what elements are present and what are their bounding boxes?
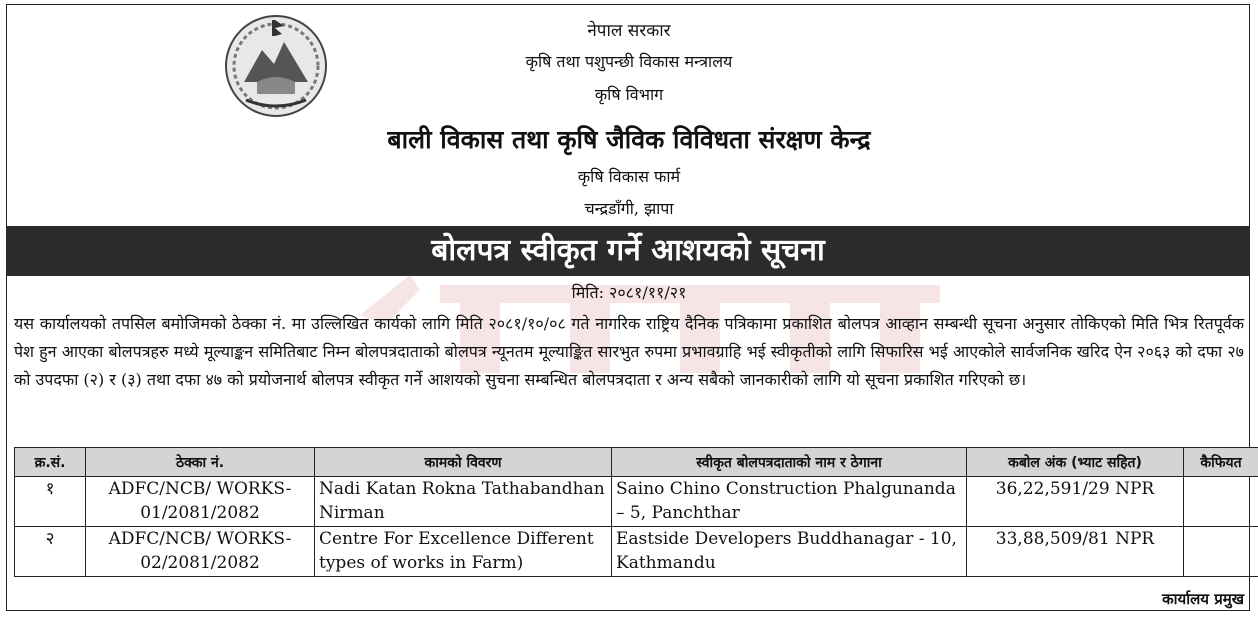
col-contract-no: ठेक्का नं.	[86, 448, 315, 477]
cell-serial: २	[15, 527, 86, 577]
notice-title: बोलपत्र स्वीकृत गर्ने आशयको सूचना	[6, 226, 1250, 276]
header-organization: बाली विकास तथा कृषि जैविक विविधता संरक्षण केन्द्र	[387, 125, 871, 154]
notice-date: मिति: २०८१/११/२१	[571, 283, 687, 302]
cell-serial: १	[15, 477, 86, 527]
header-farm: कृषि विकास फार्म	[577, 167, 681, 186]
cell-description: Centre For Excellence Different types of works in Farm)	[315, 527, 612, 577]
cell-bidder: Saino Chino Construction Phalgunanda – 5, Panchthar	[612, 477, 967, 527]
table-row	[15, 477, 1258, 527]
cell-remarks	[1184, 477, 1258, 527]
bid-table	[14, 447, 1258, 577]
col-description: कामको विवरण	[315, 448, 612, 477]
cell-bidder: Eastside Developers Buddhanagar - 10, Kathmandu	[612, 527, 967, 577]
cell-amount: 33,88,509/81 NPR	[967, 527, 1184, 577]
cell-remarks	[1184, 527, 1258, 577]
cell-description: Nadi Katan Rokna Tathabandhan Nirman	[315, 477, 612, 527]
table-header-row	[15, 448, 1258, 477]
header-department: कृषि विभाग	[594, 85, 664, 104]
header-government: नेपाल सरकार	[587, 21, 671, 41]
col-amount: कबोल अंक (भ्याट सहित)	[967, 448, 1184, 477]
cell-contract-no: ADFC/NCB/ WORKS-02/2081/2082	[86, 527, 315, 577]
notice-body: यस कार्यालयको तपसिल बमोजिमको ठेक्का नं. मा उल्लिखित कार्यको लागि मिति २०८१/१०/०८ गते नागरिक राष्ट्रिय दैनिक पत्रिकामा प्रकाशित बोलपत्र आव्हान सम्बन्धी सूचना अनुसार तोकिएको मिति भित्र रितपूर्वक पेश हुन आएका बोलपत्रहरु मध्ये मूल्याङ्कन समितिबाट निम्न बोलपत्रदाताको बोलपत्र न्यूनतम मूल्याङ्कित सारभुत रुपमा प्रभावग्राहि भई स्वीकृतीको लागि सिफारिस भई आएकोले सार्वजनिक खरिद ऐन २०६३ को दफा २७ को उपदफा (२) र (३) तथा दफा ४७ को प्रयोजनार्थ बोलपत्र स्वीकृत गर्ने आशयको सुचना सम्बन्धित बोलपत्रदाता र अन्य सबैको जानकारीको लागि यो सूचना प्रकाशित गरिएको छ।	[14, 314, 1244, 389]
table-row	[15, 527, 1258, 577]
signatory-title: कार्यालय प्रमुख	[1162, 590, 1244, 608]
cell-amount: 36,22,591/29 NPR	[967, 477, 1184, 527]
header-ministry: कृषि तथा पशुपन्छी विकास मन्त्रालय	[525, 52, 733, 71]
cell-contract-no: ADFC/NCB/ WORKS-01/2081/2082	[86, 477, 315, 527]
header-location: चन्द्रडाँगी, झापा	[584, 199, 674, 218]
col-serial: क्र.सं.	[15, 448, 86, 477]
col-remarks: कैफियत	[1184, 448, 1258, 477]
col-bidder: स्वीकृत बोलपत्रदाताको नाम र ठेगाना	[612, 448, 967, 477]
